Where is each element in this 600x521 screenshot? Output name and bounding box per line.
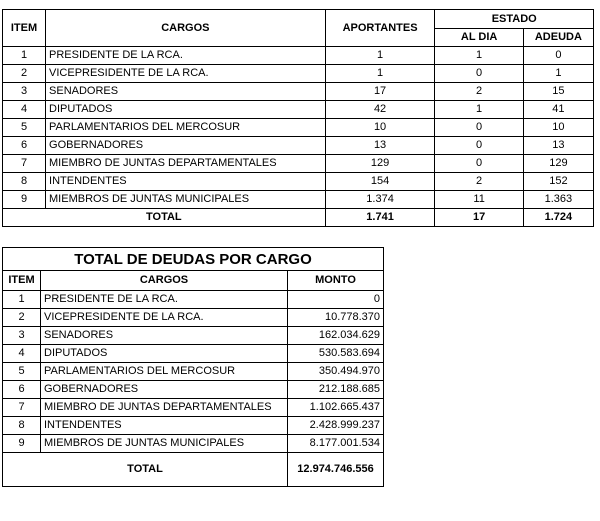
header-estado: ESTADO — [435, 10, 594, 29]
header-aportantes: APORTANTES — [325, 10, 435, 47]
row-item: 9 — [3, 191, 46, 209]
row-al-dia: 1 — [435, 101, 523, 119]
row-cargo: INTENDENTES — [41, 417, 288, 435]
table-row — [3, 399, 384, 417]
table-row — [3, 291, 384, 309]
table-row — [3, 155, 594, 173]
row-adeuda: 13 — [523, 137, 593, 155]
row-cargo: MIEMBRO DE JUNTAS DEPARTAMENTALES — [41, 399, 288, 417]
row-al-dia: 0 — [435, 65, 523, 83]
row-cargo: DIPUTADOS — [46, 101, 326, 119]
total-al-dia: 17 — [435, 209, 523, 227]
row-item: 7 — [3, 399, 41, 417]
row-item: 3 — [3, 327, 41, 345]
table-row — [3, 83, 594, 101]
total-label: TOTAL — [3, 209, 326, 227]
total-aportantes: 1.741 — [325, 209, 435, 227]
row-al-dia: 11 — [435, 191, 523, 209]
table-row — [3, 309, 384, 327]
total2-label: TOTAL — [3, 453, 288, 487]
row-cargo: SENADORES — [41, 327, 288, 345]
row-item: 7 — [3, 155, 46, 173]
row-monto: 1.102.665.437 — [288, 399, 384, 417]
header-item: ITEM — [3, 10, 46, 47]
header2-item: ITEM — [3, 271, 41, 291]
table-row — [3, 363, 384, 381]
row-al-dia: 0 — [435, 137, 523, 155]
row-aportantes: 1.374 — [325, 191, 435, 209]
row-item: 4 — [3, 101, 46, 119]
row-aportantes: 1 — [325, 47, 435, 65]
row-monto: 350.494.970 — [288, 363, 384, 381]
row-adeuda: 1.363 — [523, 191, 593, 209]
row-adeuda: 152 — [523, 173, 593, 191]
header2-cargos: CARGOS — [41, 271, 288, 291]
header-cargos: CARGOS — [46, 10, 326, 47]
deudas-title: TOTAL DE DEUDAS POR CARGO — [3, 248, 384, 271]
row-aportantes: 1 — [325, 65, 435, 83]
deudas-table — [2, 247, 384, 487]
row-aportantes: 42 — [325, 101, 435, 119]
table-row — [3, 435, 384, 453]
row-item: 9 — [3, 435, 41, 453]
row-item: 3 — [3, 83, 46, 101]
header-adeuda: ADEUDA — [523, 29, 593, 47]
row-aportantes: 129 — [325, 155, 435, 173]
row-monto: 530.583.694 — [288, 345, 384, 363]
row-item: 6 — [3, 137, 46, 155]
row-item: 5 — [3, 363, 41, 381]
row-cargo: VICEPRESIDENTE DE LA RCA. — [46, 65, 326, 83]
row-adeuda: 129 — [523, 155, 593, 173]
row-aportantes: 10 — [325, 119, 435, 137]
row-cargo: SENADORES — [46, 83, 326, 101]
table-row — [3, 47, 594, 65]
total-adeuda: 1.724 — [523, 209, 593, 227]
table-row — [3, 119, 594, 137]
row-aportantes: 17 — [325, 83, 435, 101]
row-aportantes: 154 — [325, 173, 435, 191]
row-adeuda: 41 — [523, 101, 593, 119]
row-cargo: PARLAMENTARIOS DEL MERCOSUR — [46, 119, 326, 137]
row-item: 5 — [3, 119, 46, 137]
row-cargo: GOBERNADORES — [41, 381, 288, 399]
row-cargo: DIPUTADOS — [41, 345, 288, 363]
row-al-dia: 2 — [435, 83, 523, 101]
row-adeuda: 1 — [523, 65, 593, 83]
total2-monto: 12.974.746.556 — [288, 453, 384, 487]
row-monto: 212.188.685 — [288, 381, 384, 399]
aportantes-table — [2, 9, 594, 227]
row-item: 8 — [3, 417, 41, 435]
row-monto: 162.034.629 — [288, 327, 384, 345]
row-al-dia: 2 — [435, 173, 523, 191]
row-item: 8 — [3, 173, 46, 191]
row-aportantes: 13 — [325, 137, 435, 155]
row-monto: 10.778.370 — [288, 309, 384, 327]
row-monto: 2.428.999.237 — [288, 417, 384, 435]
table-row — [3, 101, 594, 119]
row-cargo: PRESIDENTE DE LA RCA. — [46, 47, 326, 65]
header-al-dia: AL DIA — [435, 29, 523, 47]
row-al-dia: 1 — [435, 47, 523, 65]
row-cargo: PARLAMENTARIOS DEL MERCOSUR — [41, 363, 288, 381]
row-adeuda: 10 — [523, 119, 593, 137]
table-row — [3, 327, 384, 345]
table-row — [3, 65, 594, 83]
row-al-dia: 0 — [435, 155, 523, 173]
row-adeuda: 15 — [523, 83, 593, 101]
table-row — [3, 417, 384, 435]
row-item: 6 — [3, 381, 41, 399]
row-item: 2 — [3, 65, 46, 83]
row-cargo: PRESIDENTE DE LA RCA. — [41, 291, 288, 309]
row-item: 1 — [3, 47, 46, 65]
table-row — [3, 173, 594, 191]
row-monto: 0 — [288, 291, 384, 309]
row-item: 2 — [3, 309, 41, 327]
row-cargo: MIEMBRO DE JUNTAS DEPARTAMENTALES — [46, 155, 326, 173]
row-cargo: MIEMBROS DE JUNTAS MUNICIPALES — [46, 191, 326, 209]
table-row — [3, 345, 384, 363]
row-al-dia: 0 — [435, 119, 523, 137]
row-item: 4 — [3, 345, 41, 363]
table-row — [3, 137, 594, 155]
row-cargo: VICEPRESIDENTE DE LA RCA. — [41, 309, 288, 327]
table-row — [3, 381, 384, 399]
row-adeuda: 0 — [523, 47, 593, 65]
header2-monto: MONTO — [288, 271, 384, 291]
row-cargo: INTENDENTES — [46, 173, 326, 191]
row-monto: 8.177.001.534 — [288, 435, 384, 453]
row-cargo: MIEMBROS DE JUNTAS MUNICIPALES — [41, 435, 288, 453]
row-cargo: GOBERNADORES — [46, 137, 326, 155]
table-row — [3, 191, 594, 209]
row-item: 1 — [3, 291, 41, 309]
